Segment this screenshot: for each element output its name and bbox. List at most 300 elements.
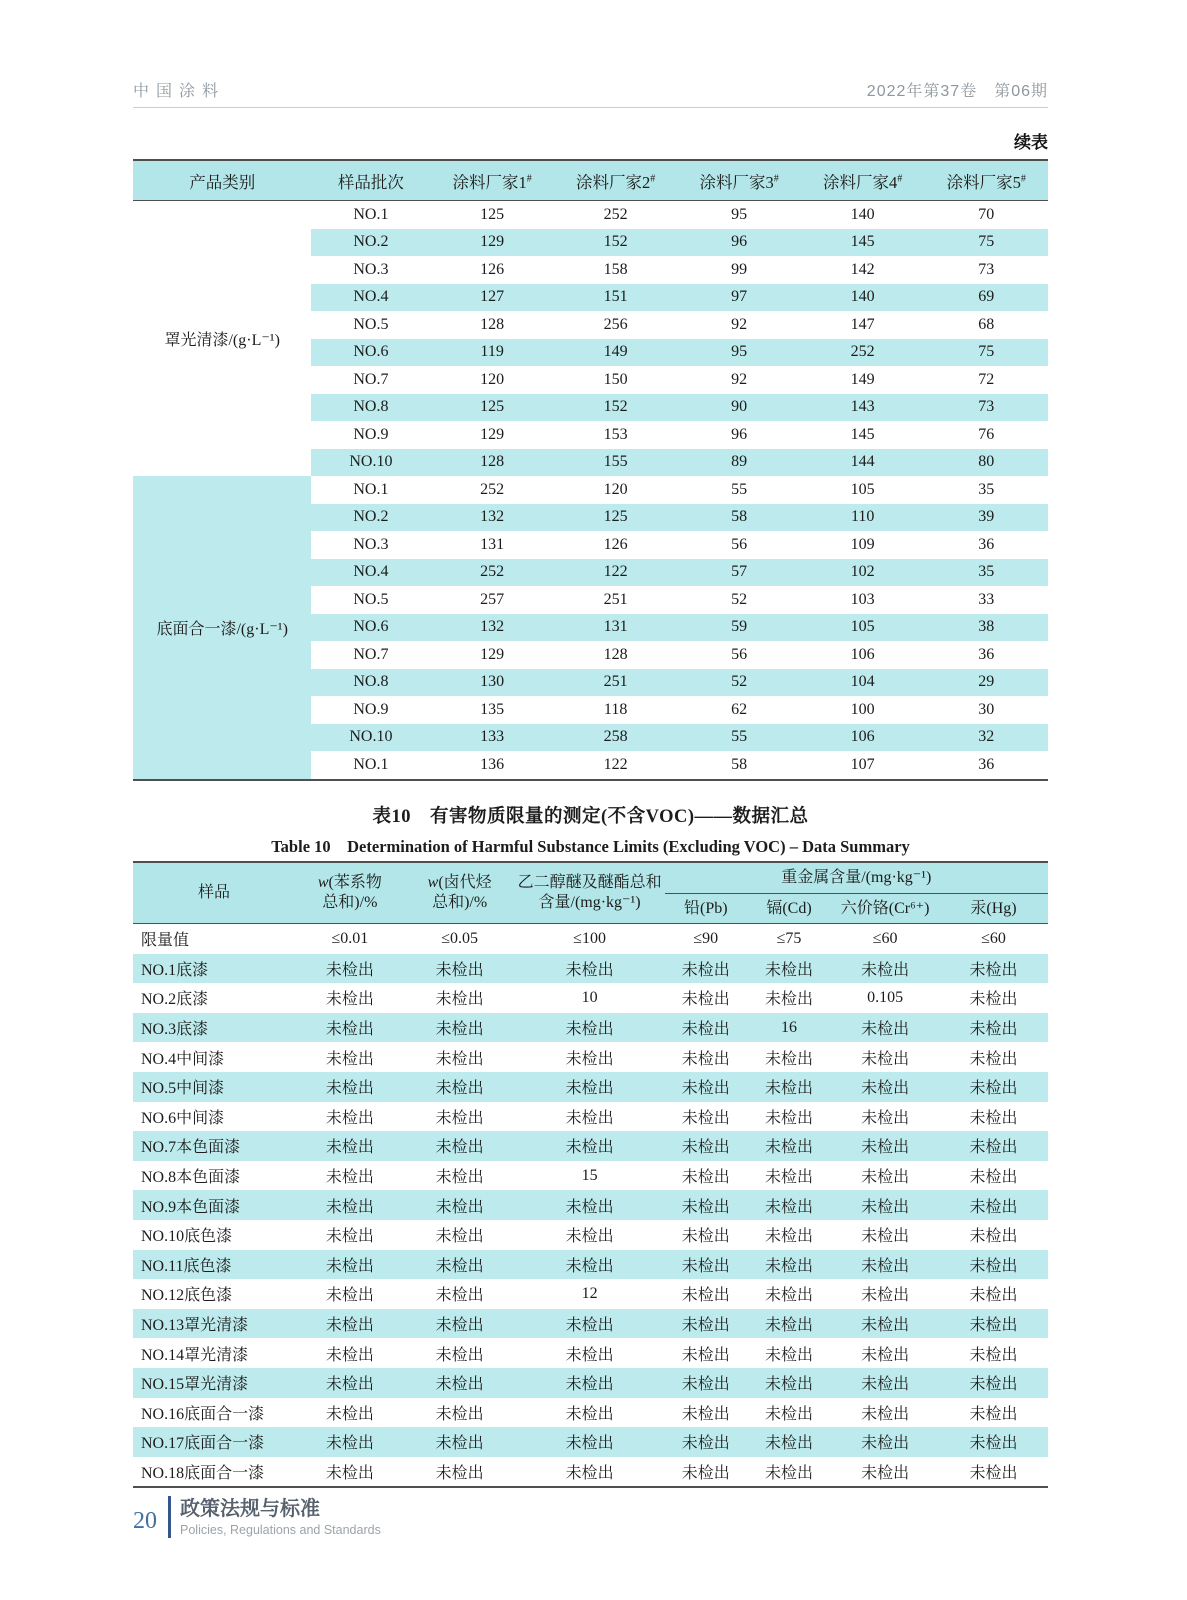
result-cell: 未检出 [939,1131,1048,1161]
sample-name-cell: NO.4中间漆 [141,1050,225,1068]
value-cell: 135 [480,700,505,718]
result-cell: 未检出 [681,1464,730,1482]
issue-info: 2022年第37卷 第06期 [866,83,1048,100]
result-cell: 15 [581,1166,598,1184]
sample-name-cell: NO.3底漆 [133,1013,295,1043]
value-cell: 133 [430,724,554,752]
result-cell: 未检出 [747,1309,831,1339]
result-cell: 未检出 [831,1131,939,1161]
result-cell: 未检出 [939,1250,1048,1280]
value-cell: 152 [554,229,678,257]
col-lead: 铅(Pb) [665,894,747,924]
value-cell: 92 [731,315,748,333]
result-cell: 未检出 [681,1287,730,1305]
section-title-zh: 政策法规与标准 [180,1497,320,1520]
value-cell: 73 [924,394,1048,422]
result-cell: 未检出 [681,1109,730,1127]
value-cell: 32 [924,724,1048,752]
result-cell: 未检出 [969,1169,1018,1187]
value-cell: 55 [677,724,801,752]
table-row [133,1102,1048,1132]
result-cell: 未检出 [861,1169,910,1187]
table2-title-en: Table 10 Determination of Harmful Substance Limits (Excluding VOC) – Data Summary [271,837,910,856]
value-cell: 39 [924,504,1048,532]
col-manufacturer-2: 涂料厂家2# [554,160,678,201]
value-cell: 128 [603,645,628,663]
table1-body [133,201,1048,780]
result-cell: 未检出 [747,1427,831,1457]
col-benzene-total: w(苯系物 总和)/% [295,862,405,924]
value-cell: 80 [924,449,1048,477]
result-cell: 未检出 [565,1464,614,1482]
value-cell: 252 [801,339,925,367]
table2-titles [133,802,1048,857]
result-cell: 未检出 [831,1309,939,1339]
result-cell: 未检出 [969,1287,1018,1305]
result-cell: 未检出 [969,1464,1018,1482]
result-cell: 未检出 [681,1228,730,1246]
col-heavy-metals-group: 重金属含量/(mg·kg⁻¹) [665,862,1048,894]
value-cell: 151 [554,284,678,312]
result-cell: 未检出 [435,1228,484,1246]
value-cell: 106 [801,724,925,752]
value-cell: 36 [978,535,995,553]
sample-batch-cell: NO.4 [311,559,430,587]
harmful-substance-table [133,861,1048,1488]
sample-name-cell: NO.15罩光清漆 [133,1368,295,1398]
result-cell: 未检出 [861,1109,910,1127]
table-row [133,1190,1048,1220]
result-cell: 未检出 [325,1346,374,1364]
product-category-cell: 罩光清漆/(g·L⁻¹) [133,201,311,477]
sample-batch-cell: NO.9 [353,425,389,443]
result-cell: ≤90 [693,929,719,947]
result-cell: 未检出 [831,1250,939,1280]
sample-batch-cell: NO.10 [311,449,430,477]
value-cell: 68 [978,315,995,333]
value-cell: 92 [731,370,748,388]
result-cell: 未检出 [765,1169,814,1187]
result-cell: 未检出 [831,954,939,984]
result-cell: ≤60 [872,929,898,947]
result-cell: 未检出 [435,1287,484,1305]
result-cell: 未检出 [969,1228,1018,1246]
result-cell: 未检出 [939,954,1048,984]
sample-batch-cell: NO.10 [311,724,430,752]
journal-name: 中国涂料 [133,83,226,100]
result-cell: 未检出 [681,1050,730,1068]
value-cell: 100 [850,700,875,718]
result-cell: 未检出 [969,1405,1018,1423]
result-cell: 未检出 [435,1346,484,1364]
result-cell: 未检出 [435,991,484,1009]
sample-name-cell: NO.7本色面漆 [133,1131,295,1161]
page-number: 20 [133,1507,157,1534]
col-glycol-ether-total: 乙二醇醚及醚酯总和 含量/(mg·kg⁻¹) [515,862,665,924]
result-cell: 未检出 [861,1464,910,1482]
result-cell: 未检出 [435,1109,484,1127]
sample-batch-cell: NO.9 [353,700,389,718]
result-cell: 未检出 [665,1427,747,1457]
value-cell: 109 [850,535,875,553]
result-cell: 未检出 [325,991,374,1009]
value-cell: 122 [554,559,678,587]
page-footer [133,1496,381,1538]
value-cell: 142 [850,260,875,278]
value-cell: 258 [554,724,678,752]
result-cell: 未检出 [435,1169,484,1187]
result-cell: 未检出 [747,1368,831,1398]
result-cell: ≤0.01 [331,929,369,947]
value-cell: 145 [801,229,925,257]
table-row [133,1309,1048,1339]
value-cell: 35 [924,559,1048,587]
result-cell: 未检出 [295,954,405,984]
sample-batch-cell: NO.3 [353,260,389,278]
value-cell: 158 [603,260,628,278]
table-row [133,1398,1048,1428]
table-row [133,1427,1048,1457]
value-cell: 106 [850,645,875,663]
result-cell: 未检出 [831,1013,939,1043]
continued-data-table [133,159,1048,781]
value-cell: 56 [731,645,748,663]
result-cell: 未检出 [405,1072,515,1102]
sample-name-cell: NO.12底色漆 [141,1287,233,1305]
value-cell: 59 [677,614,801,642]
sample-name-cell: NO.2底漆 [141,991,209,1009]
table-row [133,1013,1048,1043]
value-cell: 52 [731,590,748,608]
sample-batch-cell: NO.4 [311,284,430,312]
result-cell: 未检出 [765,1464,814,1482]
result-cell: 未检出 [969,1050,1018,1068]
result-cell: 未检出 [435,1405,484,1423]
value-cell: 99 [731,260,748,278]
value-cell: 257 [480,590,505,608]
value-cell: 126 [603,535,628,553]
value-cell: 125 [480,205,505,223]
value-cell: 126 [480,260,505,278]
result-cell: 未检出 [747,954,831,984]
value-cell: 72 [978,370,995,388]
value-cell: 251 [603,590,628,608]
sample-name-cell: NO.9本色面漆 [133,1190,295,1220]
result-cell: 未检出 [515,1072,665,1102]
value-cell: 149 [850,370,875,388]
value-cell: 127 [430,284,554,312]
section-title-en: Policies, Regulations and Standards [180,1522,381,1537]
sample-name-cell: NO.10底色漆 [141,1228,233,1246]
sample-name-cell: NO.11底色漆 [133,1250,295,1280]
col-chromium: 六价铬(Cr⁶⁺) [831,894,939,924]
result-cell: 未检出 [969,1346,1018,1364]
result-cell: 未检出 [939,1368,1048,1398]
value-cell: 256 [603,315,628,333]
value-cell: 129 [430,229,554,257]
value-cell: 129 [480,645,505,663]
table-row [133,1338,1048,1368]
value-cell: 89 [677,449,801,477]
result-cell: 未检出 [405,1368,515,1398]
table-row [133,1042,1048,1072]
footer-divider [168,1496,171,1538]
result-cell: 0.105 [867,988,904,1006]
result-cell: 未检出 [295,1190,405,1220]
table-row [133,1457,1048,1488]
result-cell: 未检出 [295,1427,405,1457]
table-row [133,201,1048,229]
result-cell: 未检出 [405,1250,515,1280]
result-cell: 未检出 [515,1190,665,1220]
result-cell: 未检出 [861,1050,910,1068]
sample-name-cell: NO.17底面合一漆 [133,1427,295,1457]
result-cell: 未检出 [665,1190,747,1220]
result-cell: 未检出 [861,1287,910,1305]
result-cell: 未检出 [747,1072,831,1102]
result-cell: 未检出 [515,1250,665,1280]
result-cell: 未检出 [435,1464,484,1482]
table-row [133,1072,1048,1102]
value-cell: 52 [677,669,801,697]
result-cell: 未检出 [681,1346,730,1364]
value-cell: 30 [978,700,995,718]
value-cell: 140 [801,284,925,312]
result-cell: 未检出 [295,1072,405,1102]
result-cell: 未检出 [861,1346,910,1364]
result-cell: 未检出 [765,991,814,1009]
result-cell: 未检出 [515,1013,665,1043]
value-cell: 97 [677,284,801,312]
value-cell: 125 [554,504,678,532]
result-cell: 未检出 [831,1368,939,1398]
result-cell: 16 [747,1013,831,1043]
sample-batch-cell: NO.6 [311,339,430,367]
value-cell: 147 [850,315,875,333]
sample-batch-cell: NO.1 [353,480,389,498]
result-cell: 未检出 [747,1250,831,1280]
sample-batch-cell: NO.8 [311,669,430,697]
value-cell: 73 [978,260,995,278]
result-cell: 未检出 [665,1013,747,1043]
value-cell: 95 [731,205,748,223]
value-cell: 75 [924,229,1048,257]
col-manufacturer-4: 涂料厂家4# [801,160,925,201]
value-cell: 130 [430,669,554,697]
col-cadmium: 镉(Cd) [747,894,831,924]
table2-title-zh: 表10 有害物质限量的测定(不含VOC)——数据汇总 [372,807,809,827]
sample-batch-cell: NO.3 [353,535,389,553]
result-cell: ≤60 [981,929,1006,947]
value-cell: 95 [677,339,801,367]
value-cell: 125 [430,394,554,422]
sample-name-cell: NO.5中间漆 [133,1072,295,1102]
page-header [133,78,1048,108]
sample-batch-cell: NO.1 [353,205,389,223]
result-cell: 未检出 [765,1346,814,1364]
result-cell: 10 [581,988,598,1006]
result-cell: 未检出 [665,1368,747,1398]
result-cell: 未检出 [325,1228,374,1246]
col-manufacturer-5: 涂料厂家5# [924,160,1048,201]
result-cell: 未检出 [939,1013,1048,1043]
value-cell: 120 [603,480,628,498]
result-cell: 未检出 [939,1427,1048,1457]
result-cell: 未检出 [325,1405,374,1423]
value-cell: 96 [731,425,748,443]
value-cell: 69 [924,284,1048,312]
table-row [133,1220,1048,1250]
result-cell: 未检出 [861,1228,910,1246]
result-cell: 未检出 [295,1013,405,1043]
value-cell: 36 [978,755,995,773]
value-cell: 132 [430,614,554,642]
value-cell: 128 [430,449,554,477]
table-row [133,954,1048,984]
result-cell: 未检出 [325,1050,374,1068]
value-cell: 105 [850,480,875,498]
value-cell: 128 [480,315,505,333]
value-cell: 118 [603,700,628,718]
result-cell: 未检出 [405,1013,515,1043]
sample-name-cell: NO.14罩光清漆 [141,1346,249,1364]
table1-header-row [133,160,1048,201]
value-cell: 62 [731,700,748,718]
value-cell: 104 [801,669,925,697]
value-cell: 153 [603,425,628,443]
value-cell: 136 [480,755,505,773]
result-cell: 未检出 [831,1190,939,1220]
result-cell: 未检出 [515,1131,665,1161]
value-cell: 120 [480,370,505,388]
result-cell: 未检出 [435,1050,484,1068]
table-row [133,983,1048,1013]
result-cell: 未检出 [295,1131,405,1161]
value-cell: 57 [677,559,801,587]
value-cell: 70 [978,205,995,223]
col-halogenated-total: w(卤代烃 总和)/% [405,862,515,924]
result-cell: 未检出 [325,1169,374,1187]
table-row [133,476,1048,504]
table2-body [133,924,1048,1488]
value-cell: 58 [677,504,801,532]
value-cell: 38 [924,614,1048,642]
result-cell: 未检出 [565,1228,614,1246]
result-cell: 未检出 [765,1109,814,1127]
result-cell: 未检出 [747,1190,831,1220]
result-cell: 未检出 [565,1346,614,1364]
table-row [133,1250,1048,1280]
result-cell: 未检出 [665,1250,747,1280]
sample-batch-cell: NO.7 [353,645,389,663]
result-cell: 未检出 [295,1309,405,1339]
value-cell: 132 [430,504,554,532]
value-cell: 29 [924,669,1048,697]
sample-name-cell: NO.1底漆 [133,954,295,984]
result-cell: 未检出 [405,1190,515,1220]
sample-batch-cell: NO.1 [353,755,389,773]
sample-batch-cell: NO.5 [353,590,389,608]
result-cell: 未检出 [939,1309,1048,1339]
result-cell: 未检出 [681,1405,730,1423]
sample-name-cell: NO.6中间漆 [141,1109,225,1127]
result-cell: 未检出 [295,1250,405,1280]
sample-name-cell: NO.16底面合一漆 [141,1405,265,1423]
result-cell: ≤100 [573,929,606,947]
value-cell: 35 [978,480,995,498]
result-cell: 未检出 [861,1405,910,1423]
value-cell: 105 [801,614,925,642]
sample-batch-cell: NO.6 [311,614,430,642]
table2-header-row-1 [133,862,1048,894]
value-cell: 143 [801,394,925,422]
value-cell: 103 [850,590,875,608]
col-manufacturer-1: 涂料厂家1# [430,160,554,201]
sample-name-cell: NO.13罩光清漆 [133,1309,295,1339]
table-row [133,1161,1048,1191]
result-cell: 未检出 [515,954,665,984]
result-cell: 未检出 [969,991,1018,1009]
value-cell: 140 [850,205,875,223]
value-cell: 252 [430,559,554,587]
result-cell: 未检出 [295,1368,405,1398]
result-cell: 未检出 [665,1072,747,1102]
result-cell: 未检出 [405,1131,515,1161]
sample-name-cell: 限量值 [141,932,190,950]
continued-table-label: 续表 [1014,133,1048,152]
value-cell: 155 [554,449,678,477]
result-cell: 未检出 [565,1109,614,1127]
value-cell: 144 [801,449,925,477]
value-cell: 119 [430,339,554,367]
value-cell: 131 [480,535,505,553]
result-cell: ≤75 [776,929,802,947]
value-cell: 96 [677,229,801,257]
value-cell: 152 [554,394,678,422]
result-cell: 未检出 [325,1109,374,1127]
col-sample: 样品 [133,862,295,924]
result-cell: 未检出 [969,1109,1018,1127]
result-cell: 未检出 [325,1287,374,1305]
result-cell: 未检出 [831,1072,939,1102]
result-cell: 未检出 [939,1072,1048,1102]
sample-name-cell: NO.8本色面漆 [141,1169,241,1187]
result-cell: 未检出 [665,1309,747,1339]
result-cell: 未检出 [405,1309,515,1339]
value-cell: 58 [731,755,748,773]
product-category-cell: 底面合一漆/(g·L⁻¹) [133,476,311,780]
table-row [133,1279,1048,1309]
value-cell: 145 [850,425,875,443]
result-cell: 未检出 [515,1309,665,1339]
result-cell: 未检出 [565,1050,614,1068]
result-cell: 未检出 [515,1368,665,1398]
result-cell: 未检出 [681,1169,730,1187]
sample-batch-cell: NO.8 [311,394,430,422]
value-cell: 252 [603,205,628,223]
value-cell: 76 [978,425,995,443]
value-cell: 107 [850,755,875,773]
table-row [133,1368,1048,1398]
sample-name-cell: NO.18底面合一漆 [141,1464,265,1482]
col-mercury: 汞(Hg) [939,894,1048,924]
result-cell: 未检出 [765,1405,814,1423]
result-cell: 未检出 [405,1427,515,1457]
sample-batch-cell: NO.7 [353,370,389,388]
result-cell: 未检出 [325,1464,374,1482]
value-cell: 129 [480,425,505,443]
value-cell: 56 [731,535,748,553]
